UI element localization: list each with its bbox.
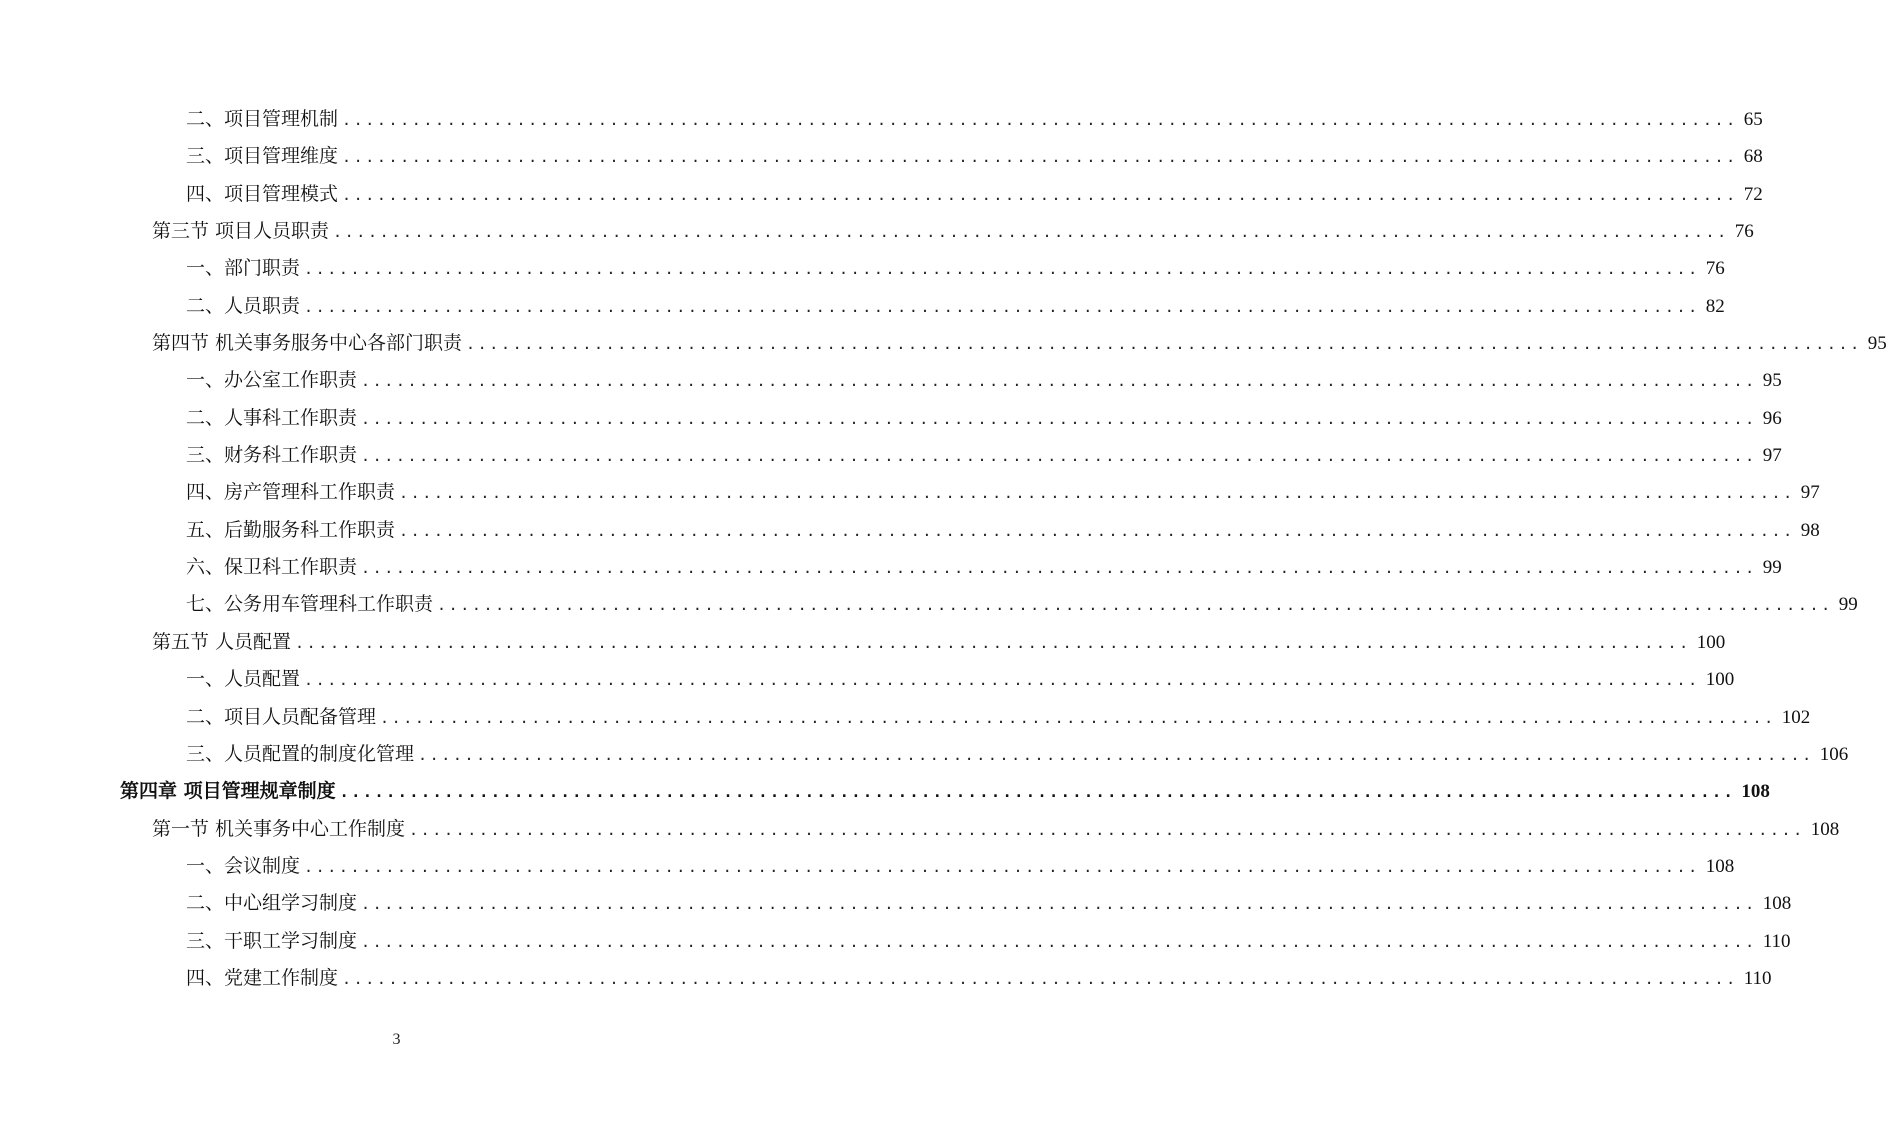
toc-entry-page-number: 68 bbox=[1743, 146, 1763, 168]
toc-subsection-entry[interactable] bbox=[0, 885, 1792, 922]
toc-entry-line bbox=[186, 101, 1763, 138]
toc-entry-line bbox=[186, 250, 1725, 287]
toc-entry-title: 二、人员职责 bbox=[186, 294, 301, 317]
toc-entry-line bbox=[186, 699, 1811, 736]
toc-subsection-entry[interactable] bbox=[0, 512, 1820, 549]
toc-entry-line bbox=[186, 362, 1782, 399]
toc-dot-leader: ........................................................................................................................ bbox=[304, 671, 1700, 690]
toc-dot-leader: ........................................................................................................................ bbox=[399, 521, 1795, 540]
toc-entry-line bbox=[186, 960, 1772, 997]
toc-entry-title: 二、项目管理机制 bbox=[186, 108, 339, 130]
toc-entry-page-number: 108 bbox=[1762, 893, 1792, 915]
toc-dot-leader: ........................................................................................................................ bbox=[304, 260, 1700, 279]
toc-subsection-entry[interactable] bbox=[0, 362, 1782, 399]
toc-subsection-entry[interactable] bbox=[0, 101, 1763, 138]
toc-dot-leader: ........................................................................................................................ bbox=[437, 596, 1833, 615]
toc-subsection-entry[interactable] bbox=[0, 549, 1782, 586]
toc-entry-title: 二、人事科工作职责 bbox=[186, 406, 358, 429]
page-number: 3 bbox=[392, 1031, 401, 1048]
toc-dot-leader: ........................................................................................................................ bbox=[466, 335, 1862, 354]
toc-entry-line bbox=[186, 661, 1735, 698]
toc-entry-title: 第四章 项目管理规章制度 bbox=[120, 780, 336, 803]
toc-entry-page-number: 100 bbox=[1705, 669, 1735, 691]
toc-dot-leader: ........................................................................................................................ bbox=[418, 745, 1814, 764]
toc-subsection-entry[interactable] bbox=[0, 288, 1725, 325]
toc-entry-title: 第四节 机关事务服务中心各部门职责 bbox=[152, 332, 463, 355]
toc-entry-page-number: 96 bbox=[1762, 407, 1782, 429]
toc-dot-leader: ........................................................................................................................ bbox=[361, 895, 1757, 914]
toc-entry-title: 第一节 机关事务中心工作制度 bbox=[152, 817, 406, 840]
toc-subsection-entry[interactable] bbox=[0, 699, 1811, 736]
toc-subsection-entry[interactable] bbox=[0, 848, 1735, 885]
toc-entry-line bbox=[186, 923, 1791, 960]
toc-dot-leader: ........................................................................................................................ bbox=[295, 633, 1691, 652]
toc-subsection-entry[interactable] bbox=[0, 437, 1782, 474]
toc-entry-line bbox=[120, 773, 1770, 810]
toc-dot-leader: ........................................................................................................................ bbox=[342, 969, 1738, 988]
toc-entry-title: 七、公务用车管理科工作职责 bbox=[186, 593, 434, 616]
toc-entry-line bbox=[152, 213, 1754, 250]
toc-dot-leader: ........................................................................................................................ bbox=[361, 932, 1757, 951]
toc-entry-line bbox=[186, 848, 1735, 885]
toc-entry-page-number: 102 bbox=[1781, 706, 1811, 728]
toc-entry-page-number: 95 bbox=[1762, 370, 1782, 392]
toc-dot-leader: ........................................................................................................................ bbox=[342, 185, 1738, 204]
toc-chapter-entry[interactable] bbox=[0, 773, 1770, 810]
toc-entry-page-number: 110 bbox=[1743, 967, 1772, 989]
toc-entry-page-number: 108 bbox=[1810, 818, 1840, 840]
toc-section-entry[interactable] bbox=[0, 213, 1754, 250]
toc-dot-leader: ........................................................................................................................ bbox=[399, 484, 1795, 503]
toc-entry-line bbox=[186, 586, 1858, 623]
toc-entry-line bbox=[186, 437, 1782, 474]
toc-entry-line bbox=[152, 325, 1887, 362]
toc-subsection-entry[interactable] bbox=[0, 736, 1849, 773]
toc-entry-line bbox=[186, 736, 1849, 773]
toc-entry-page-number: 98 bbox=[1800, 519, 1820, 541]
toc-entry-title: 一、会议制度 bbox=[186, 854, 301, 877]
toc-subsection-entry[interactable] bbox=[0, 176, 1763, 213]
toc-entry-page-number: 99 bbox=[1838, 594, 1858, 616]
toc-entry-title: 四、党建工作制度 bbox=[186, 966, 339, 989]
toc-subsection-entry[interactable] bbox=[0, 661, 1735, 698]
table-of-contents bbox=[0, 101, 1887, 997]
toc-entry-line bbox=[186, 474, 1820, 511]
toc-entry-line bbox=[186, 885, 1792, 922]
toc-dot-leader: ........................................................................................................................ bbox=[361, 559, 1757, 578]
toc-dot-leader: ........................................................................................................................ bbox=[361, 409, 1757, 428]
toc-subsection-entry[interactable] bbox=[0, 250, 1725, 287]
toc-entry-line bbox=[186, 400, 1782, 437]
toc-entry-title: 第五节 人员配置 bbox=[152, 630, 292, 653]
toc-entry-page-number: 97 bbox=[1800, 482, 1820, 504]
toc-section-entry[interactable] bbox=[0, 811, 1840, 848]
toc-section-entry[interactable] bbox=[0, 624, 1726, 661]
toc-dot-leader: ........................................................................................................................ bbox=[380, 708, 1776, 727]
toc-dot-leader: ........................................................................................................................ bbox=[339, 783, 1736, 802]
toc-entry-page-number: 110 bbox=[1762, 930, 1791, 952]
toc-entry-page-number: 76 bbox=[1705, 258, 1725, 280]
toc-entry-line bbox=[186, 288, 1725, 325]
toc-entry-title: 三、干职工学习制度 bbox=[186, 929, 358, 952]
toc-entry-title: 三、项目管理维度 bbox=[186, 145, 339, 168]
toc-entry-title: 四、项目管理模式 bbox=[186, 182, 339, 205]
toc-entry-page-number: 97 bbox=[1762, 445, 1782, 467]
toc-subsection-entry[interactable] bbox=[0, 923, 1791, 960]
toc-dot-leader: ........................................................................................................................ bbox=[304, 297, 1700, 316]
toc-dot-leader: ........................................................................................................................ bbox=[409, 820, 1805, 839]
toc-subsection-entry[interactable] bbox=[0, 474, 1820, 511]
toc-dot-leader: ........................................................................................................................ bbox=[361, 372, 1757, 391]
toc-dot-leader: ........................................................................................................................ bbox=[342, 111, 1738, 129]
toc-dot-leader: ........................................................................................................................ bbox=[333, 223, 1729, 242]
toc-entry-title: 五、后勤服务科工作职责 bbox=[186, 518, 396, 541]
toc-entry-page-number: 108 bbox=[1741, 781, 1770, 803]
toc-subsection-entry[interactable] bbox=[0, 400, 1782, 437]
toc-entry-title: 一、部门职责 bbox=[186, 257, 301, 280]
toc-section-entry[interactable] bbox=[0, 325, 1887, 362]
toc-entry-line bbox=[186, 176, 1763, 213]
toc-entry-page-number: 72 bbox=[1743, 183, 1763, 205]
toc-entry-page-number: 100 bbox=[1696, 631, 1726, 653]
toc-entry-page-number: 65 bbox=[1743, 109, 1763, 130]
toc-entry-line bbox=[186, 138, 1763, 175]
toc-entry-title: 一、人员配置 bbox=[186, 668, 301, 691]
toc-entry-line bbox=[152, 624, 1726, 661]
toc-entry-title: 第三节 项目人员职责 bbox=[152, 220, 330, 243]
toc-entry-title: 一、办公室工作职责 bbox=[186, 369, 358, 392]
toc-entry-page-number: 95 bbox=[1867, 333, 1887, 355]
toc-entry-title: 四、房产管理科工作职责 bbox=[186, 481, 396, 504]
toc-entry-line bbox=[186, 549, 1782, 586]
toc-entry-page-number: 99 bbox=[1762, 557, 1782, 579]
toc-dot-leader: ........................................................................................................................ bbox=[304, 857, 1700, 876]
toc-entry-page-number: 106 bbox=[1819, 743, 1849, 765]
toc-entry-page-number: 108 bbox=[1705, 855, 1735, 877]
toc-entry-line bbox=[186, 512, 1820, 549]
toc-entry-title: 二、项目人员配备管理 bbox=[186, 705, 377, 728]
toc-entry-title: 三、财务科工作职责 bbox=[186, 444, 358, 467]
toc-subsection-entry[interactable] bbox=[0, 960, 1772, 997]
toc-entry-title: 三、人员配置的制度化管理 bbox=[186, 742, 415, 765]
toc-dot-leader: ........................................................................................................................ bbox=[342, 148, 1738, 167]
toc-dot-leader: ........................................................................................................................ bbox=[361, 447, 1757, 466]
toc-entry-line bbox=[152, 811, 1840, 848]
toc-entry-page-number: 82 bbox=[1705, 295, 1725, 317]
toc-entry-title: 六、保卫科工作职责 bbox=[186, 556, 358, 579]
toc-entry-title: 二、中心组学习制度 bbox=[186, 892, 358, 915]
toc-entry-page-number: 76 bbox=[1734, 221, 1754, 243]
toc-subsection-entry[interactable] bbox=[0, 138, 1763, 175]
toc-subsection-entry[interactable] bbox=[0, 586, 1858, 623]
